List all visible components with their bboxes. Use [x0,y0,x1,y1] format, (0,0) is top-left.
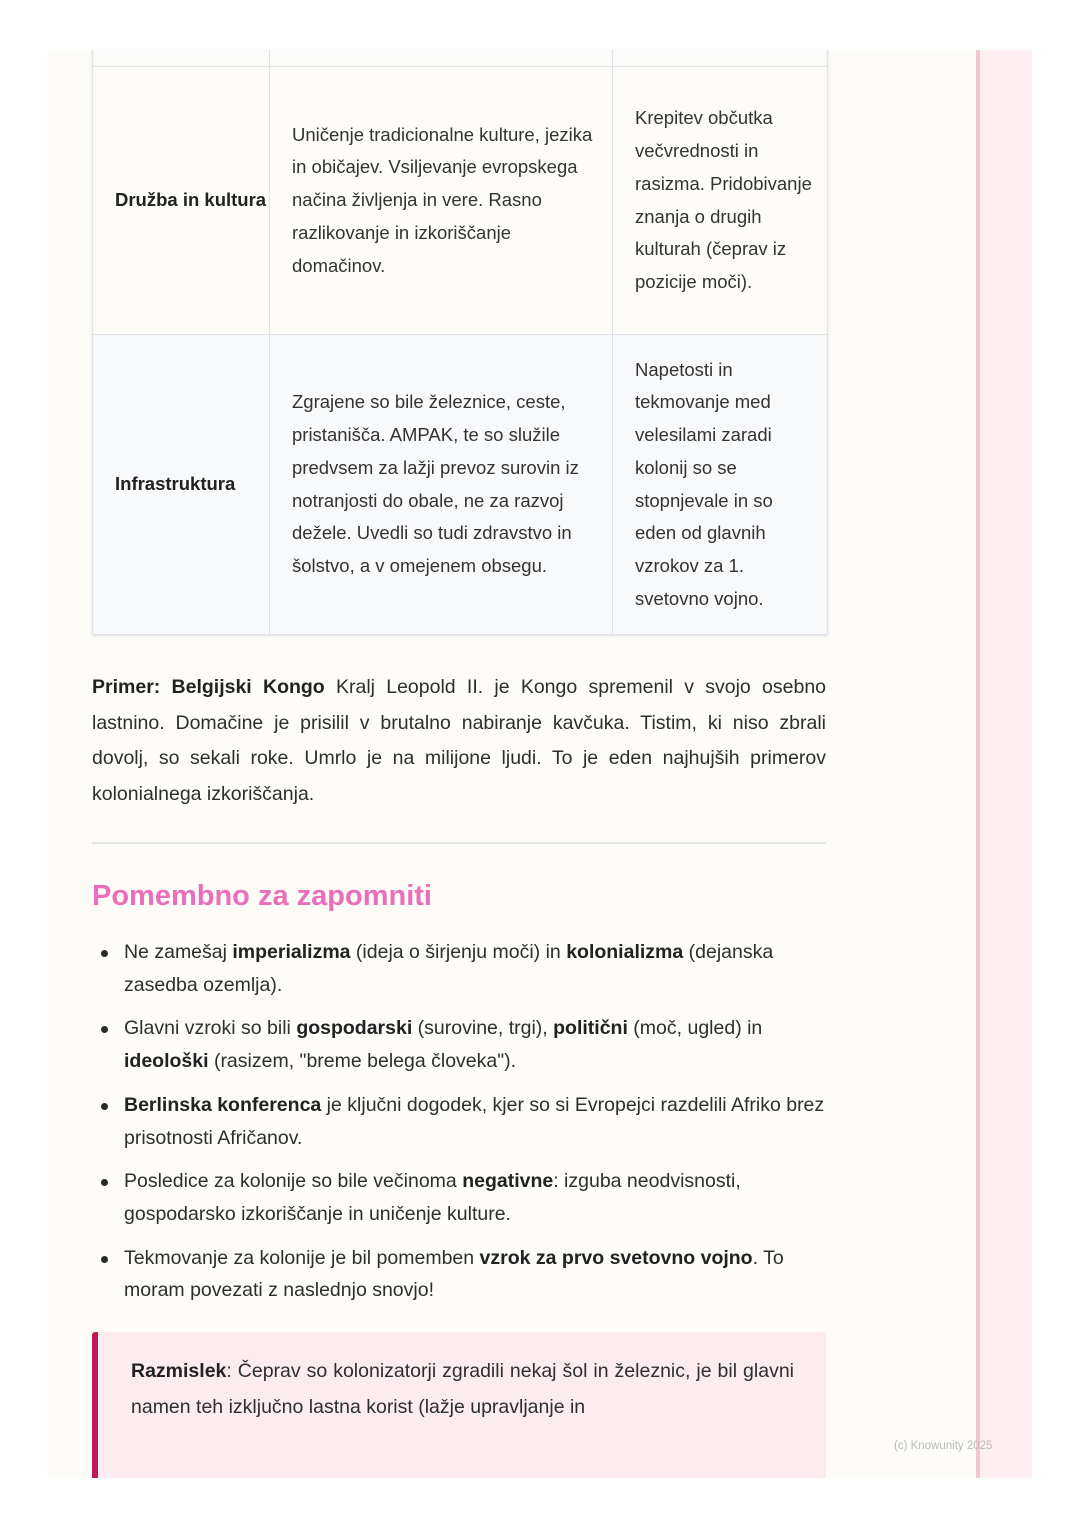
bold-term: imperializma [232,941,351,963]
table-row-cropped [93,50,827,67]
row-label: Družba in kultura [93,67,270,334]
callout-text [131,1354,794,1425]
list-item [92,1012,826,1077]
list-text: (dejanska zasedba ozemlja). [124,941,774,996]
example-text: Kralj Leopold II. je Kongo spremenil v svojo osebno lastnino. Domačine je prisilil v brutalno nabiranje kavčuka. Tistim, ki niso zbrali dovolj, so sekali roke. Umrlo je na milijone ljudi. To je eden najhujših primerov kolonialnega izkoriščanja. [92,676,827,805]
callout-label: Razmislek [131,1360,227,1382]
row-label: Infrastruktura [93,335,270,634]
section-heading: Pomembno za zapomniti [92,880,432,912]
list-item [92,936,826,1001]
list-item [92,1242,826,1307]
table-row [93,335,827,634]
bold-term: Berlinska konferenca [124,1093,322,1116]
bullet-dot-icon [101,1026,108,1033]
bullet-dot-icon [101,1103,108,1110]
row-colonies-effect: Zgrajene so bile železnice, ceste, pristanišča. AMPAK, te so služile predvsem za lažji prevoz surovin iz notranjosti do obale, ne za razvoj dežele. Uvedli so tudi zdravstvo in šolstvo, a v omejenem obsegu. [270,335,613,634]
list-text: Glavni vzroki so bili [124,1017,297,1040]
callout-accent-bar [92,1332,98,1478]
bold-term: kolonializma [566,941,684,963]
list-text: (moč, ugled) in [627,1017,763,1040]
list-text: je ključni dogodek, kjer so si Evropejci razdelili Afriko brez prisotnosti Afričanov. [124,1093,825,1149]
row-europe-effect: Krepitev občutka večvrednosti in rasizma. Pridobivanje znanja o drugih kulturah (čeprav iz pozicije moči). [635,107,812,292]
page-edge-line [976,50,980,1478]
bold-term: vzrok za prvo svetovno vojno [479,1246,753,1269]
list-text: (rasizem, "breme belega človeka"). [208,1050,517,1073]
section-divider [92,842,826,844]
page-edge-band [976,50,1032,1478]
bold-term: negativne [462,1170,554,1193]
list-item [92,1089,826,1154]
consequences-table [92,50,828,635]
row-colonies-effect: Uničenje tradicionalne kulture, jezika in običajev. Vsiljevanje evropskega načina življenja in vere. Rasno razlikovanje in izkoriščanje domačinov. [270,67,613,334]
example-title: Primer: Belgijski Kongo [92,676,325,698]
reflection-callout [92,1332,826,1478]
table-row [93,67,827,335]
bullet-dot-icon [101,950,108,957]
summary-list [92,936,826,1318]
list-item [92,1165,826,1230]
bold-term: politični [553,1017,628,1040]
list-text: (surovine, trgi), [412,1017,554,1040]
bullet-dot-icon [101,1179,108,1186]
bullet-dot-icon [101,1256,108,1263]
list-text: Ne zamešaj [124,941,233,963]
list-text: (ideja o širjenju moči) in [350,941,567,963]
copyright-footer: (c) Knowunity 2025 [894,1440,993,1452]
row-europe-effect: Napetosti in tekmovanje med velesilami zaradi kolonij so se stopnjevale in so eden od glavnih vzrokov za 1. svetovno vojno. [635,358,773,609]
list-text: Posledice za kolonije so bile večinoma [124,1170,463,1193]
list-text: Tekmovanje za kolonije je bil pomemben [124,1246,480,1269]
callout-body: : Čeprav so kolonizatorji zgradili nekaj šol in železnic, je bil glavni namen teh izključno lastna korist (lažje upravljanje in [131,1360,794,1418]
bold-term: ideološki [124,1050,209,1073]
bold-term: gospodarski [296,1017,413,1040]
list-text: . To moram povezati z naslednjo snovjo! [124,1246,784,1302]
example-paragraph [92,670,826,812]
list-text: : izguba neodvisnosti, gospodarsko izkoriščanje in uničenje kulture. [124,1170,741,1225]
